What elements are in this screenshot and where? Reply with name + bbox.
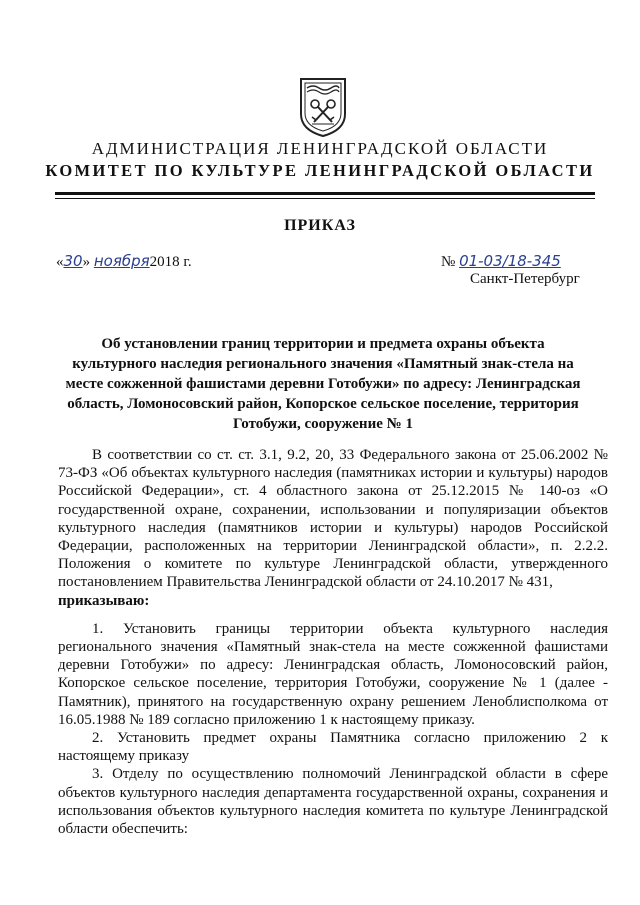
document-body [58, 446, 608, 838]
item-1-paragraph: 1. Установить границы территории объекта культурного наследия регионального значения «Памятный знак-стела на месте сожженной фашистами деревни Готобужи» по адресу: Ленинградская область, Ломоносовский район, Копорское сельское поселение, территория Готобужи, сооружение № 1 (далее - Памятник), принятого на государственную охрану решением Леноблисполкома от 16.05.1988 № 189 согласно приложению 1 к настоящему приказу. [58, 620, 608, 728]
date-month: ноября [93, 252, 150, 270]
date-day: 30 [63, 252, 83, 270]
header-divider-thick [55, 192, 595, 195]
document-city: Санкт-Петербург [470, 271, 580, 287]
date-close-quote: » [82, 254, 91, 270]
committee-name: КОМИТЕТ ПО КУЛЬТУРЕ ЛЕНИНГРАДСКОЙ ОБЛАСТИ [45, 161, 595, 180]
document-subject: Об установлении границ территории и предмета охраны объекта культурного наследия регионального значения «Памятный знак-стела на месте сожженной фашистами деревни Готобужи» по адресу: Ленинградская область, Ломоносовский район, Копорское сельское поселение, территория Готобужи, сооружение № 1 [65, 336, 581, 432]
number-value: 01-03/18-345 [459, 252, 561, 270]
number-prefix: № [441, 254, 456, 270]
item-3-paragraph: 3. Отделу по осуществлению полномочий Ленинградской области в сфере объектов культурного наследия департамента государственной охраны, сохранения и использования объектов культурного наследия комитета по культуре Ленинградской области обеспечить: [58, 766, 608, 838]
header-divider-thin [55, 198, 595, 199]
organization-name: АДМИНИСТРАЦИЯ ЛЕНИНГРАДСКОЙ ОБЛАСТИ [91, 139, 549, 158]
date-year: 2018 г. [149, 254, 192, 270]
coat-of-arms-icon [298, 76, 348, 138]
preamble-paragraph: В соответствии со ст. ст. 3.1, 9.2, 20, 33 Федерального закона от 25.06.2002 № 73-ФЗ «Об объектах культурного наследия (памятниках истории и культуры) народов Российской Федерации», ст. 4 областного закона от 25.12.2015 № 140-оз «О государственной охране, сохранении, использовании и популяризации объектов культурного наследия (памятников истории и культуры) народов Российской Федерации, расположенных на территории Ленинградской области», п. 2.2.2. Положения о комитете по культуре Ленинградской области, утвержденного постановлением Правительства Ленинградской области от 24.10.2017 № 431, [58, 447, 608, 591]
item-2-paragraph: 2. Установить предмет охраны Памятника согласно приложению 2 к настоящему приказу [58, 730, 608, 765]
document-number [441, 252, 561, 271]
order-word: приказываю: [58, 592, 150, 609]
document-title: ПРИКАЗ [284, 217, 356, 234]
document-date [56, 252, 192, 271]
date-open-quote: « [56, 254, 64, 270]
